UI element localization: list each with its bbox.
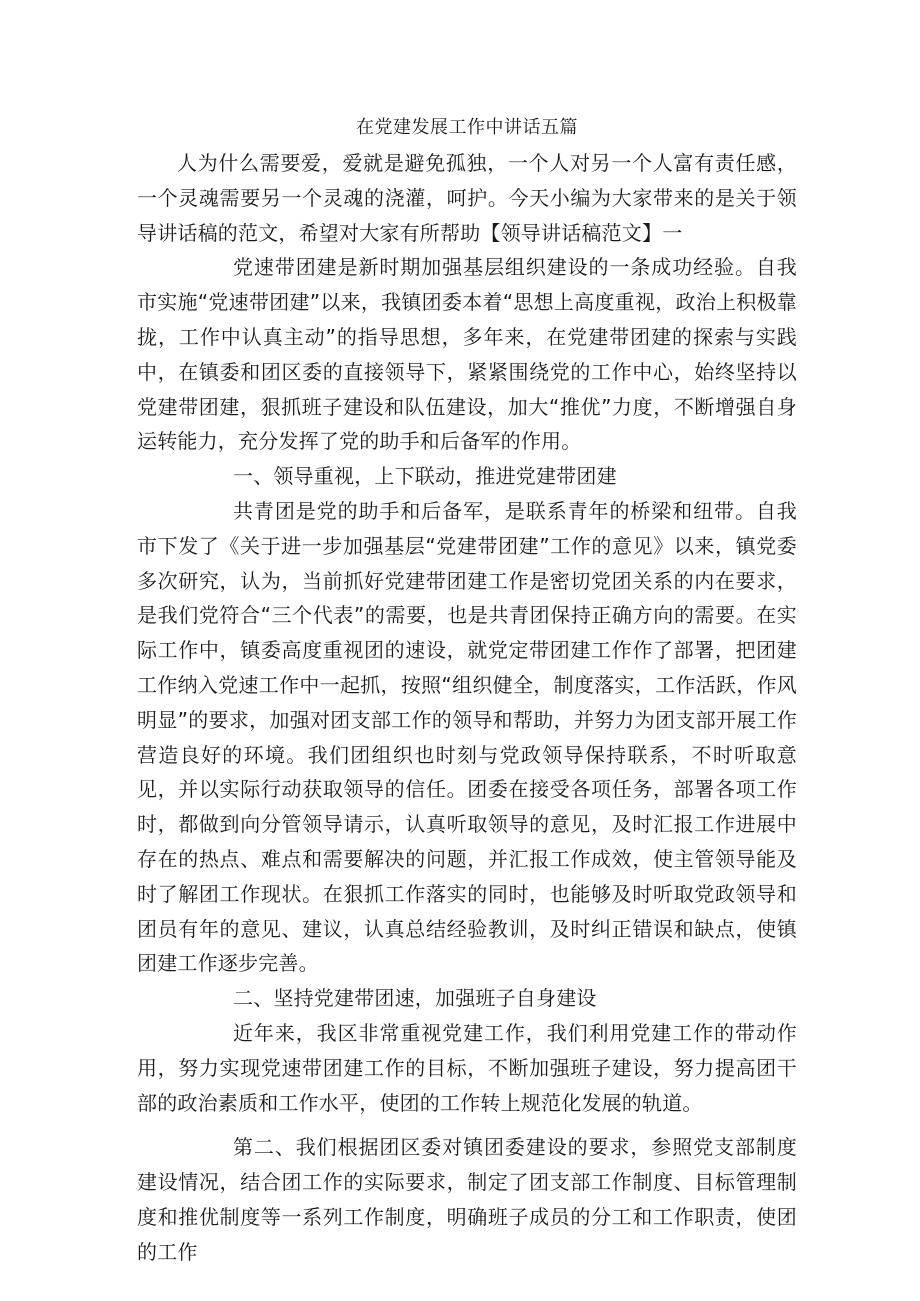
document-body	[137, 112, 797, 1270]
body-paragraph: 共青团是党的助手和后备军，是联系青年的桥梁和纽带。自我市下发了《关于进一步加强基层“党建带团建”工作的意见》以来，镇党委多次研究，认为，当前抓好党建带团建工作是密切党团关系的内在要求，是我们党符合“三个代表”的需要，也是共青团保持正确方向的需要。在实际工作中，镇委高度重视团的速设，就党定带团建工作作了部署，把团建工作纳入党速工作中一起抓，按照“组织健全，制度落实，工作活跃，作风明显”的要求，加强对团支部工作的领导和帮助，并努力为团支部开展工作营造良好的环境。我们团组织也时刻与党政领导保持联系，不时听取意见，并以实际行动获取领导的信任。团委在接受各项任务，部署各项工作时，都做到向分管领导请示，认真听取领导的意见，及时汇报工作进展中存在的热点、难点和需要解决的问题，并汇报工作成效，使主管领导能及时了解团工作现状。在狠抓工作落实的同时，也能够及时听取党政领导和团员有年的意见、建议，认真总结经验教训，及时纠正错误和缺点，使镇团建工作逐步完善。	[137, 498, 797, 976]
body-paragraph: 党速带团建是新时期加强基层组织建设的一条成功经验。自我市实施“党速带团建”以来，我镇团委本着“思想上高度重视，政治上积极靠拢，工作中认真主动”的指导思想，多年来，在党建带团建的探索与实践中，在镇委和团区委的直接领导下，紧紧围绕党的工作中心，始终坚持以党建带团建，狠抓班子建设和队伍建设，加大“推优”力度，不断增强自身运转能力，充分发挥了党的助手和后备军的作用。	[137, 255, 797, 454]
section-heading: 二、坚持党建带团速，加强班子自身建设	[233, 986, 597, 1011]
intro-paragraph: 人为什么需要爱，爱就是避免孤独，一个人对另一个人富有责任感，一个灵魂需要另一个灵魂的浇灌，呵护。今天小编为大家带来的是关于领导讲话稿的范文，希望对大家有所帮助【领导讲话稿范文】一	[137, 151, 797, 245]
body-paragraph: 第二、我们根据团区委对镇团委建设的要求，参照党支部制度建设情况，结合团工作的实际要求，制定了团支部工作制度、目标管理制度和推优制度等一系列工作制度，明确班子成员的分工和工作职责，使团的工作	[137, 1135, 797, 1264]
body-paragraph: 近年来，我区非常重视党建工作，我们利用党建工作的带动作用，努力实现党速带团建工作的目标，不断加强班子建设，努力提高团干部的政治素质和工作水平，使团的工作转上规范化发展的轨道。	[137, 1020, 797, 1115]
section-heading: 一、领导重视，上下联动，推进党建带团建	[233, 464, 617, 489]
document-title: 在党建发展工作中讲话五篇	[356, 117, 578, 138]
